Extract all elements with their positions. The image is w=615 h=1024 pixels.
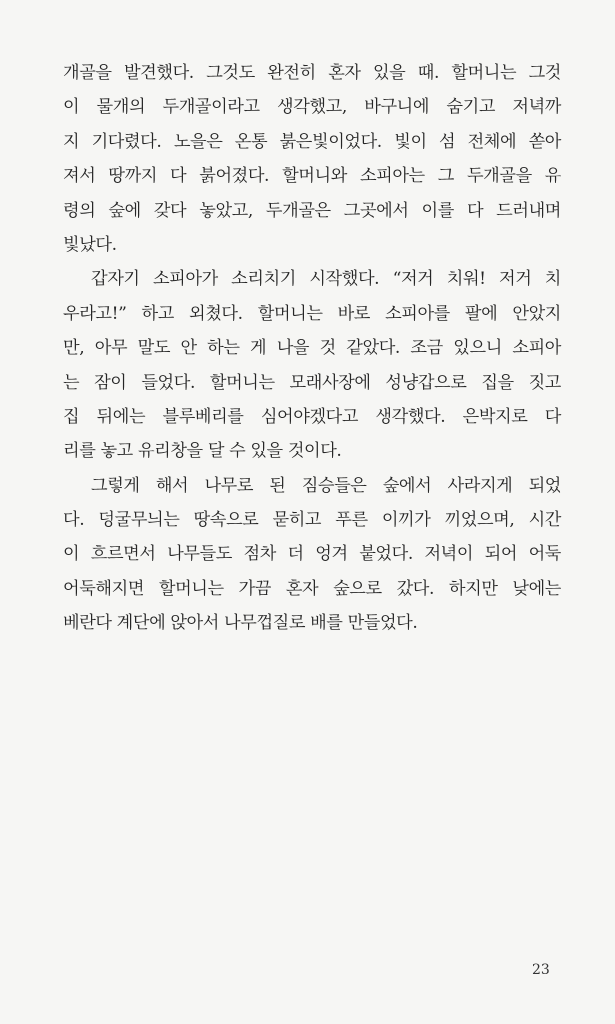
text-line: 베란다 계단에 앉아서 나무껍질로 배를 만들었다. — [63, 613, 418, 634]
text-line: 우라고!” 하고 외쳤다. 할머니는 바로 소피아를 팔에 안았지 — [63, 303, 561, 324]
text-line: 이 물개의 두개골이라고 생각했고, 바구니에 숨기고 저녁까 — [63, 97, 561, 118]
text-line: 개골을 발견했다. 그것도 완전히 혼자 있을 때. 할머니는 그것 — [63, 63, 561, 83]
text-line: 빛났다. — [63, 234, 117, 255]
body-text — [63, 56, 561, 641]
text-line: 집 뒤에는 블루베리를 심어야겠다고 생각했다. 은박지로 다 — [63, 406, 561, 427]
text-line: 다. 덩굴무늬는 땅속으로 묻히고 푸른 이끼가 끼었으며, 시간 — [63, 510, 561, 531]
text-line: 갑자기 소피아가 소리치기 시작했다. “저거 치워! 저거 치 — [91, 269, 561, 290]
text-line: 만, 아무 말도 안 하는 게 나을 것 같았다. 조금 있으니 소피아 — [63, 338, 561, 359]
text-line: 리를 놓고 유리창을 달 수 있을 것이다. — [63, 441, 342, 462]
text-line: 어둑해지면 할머니는 가끔 혼자 숲으로 갔다. 하지만 낮에는 — [63, 578, 561, 599]
text-line: 는 잠이 들었다. 할머니는 모래사장에 성냥갑으로 집을 짓고 — [63, 372, 561, 393]
text-line: 이 흐르면서 나무들도 점차 더 엉겨 붙었다. 저녁이 되어 어둑 — [63, 544, 561, 565]
text-line: 지 기다렸다. 노을은 온통 붉은빛이었다. 빛이 섬 전체에 쏟아 — [63, 131, 561, 152]
text-line: 그렇게 해서 나무로 된 짐승들은 숲에서 사라지게 되었 — [91, 475, 561, 496]
text-line: 령의 숲에 갖다 놓았고, 두개골은 그곳에서 이를 다 드러내며 — [63, 200, 561, 221]
text-line: 져서 땅까지 다 붉어졌다. 할머니와 소피아는 그 두개골을 유 — [63, 166, 561, 187]
page-number: 23 — [532, 962, 550, 978]
